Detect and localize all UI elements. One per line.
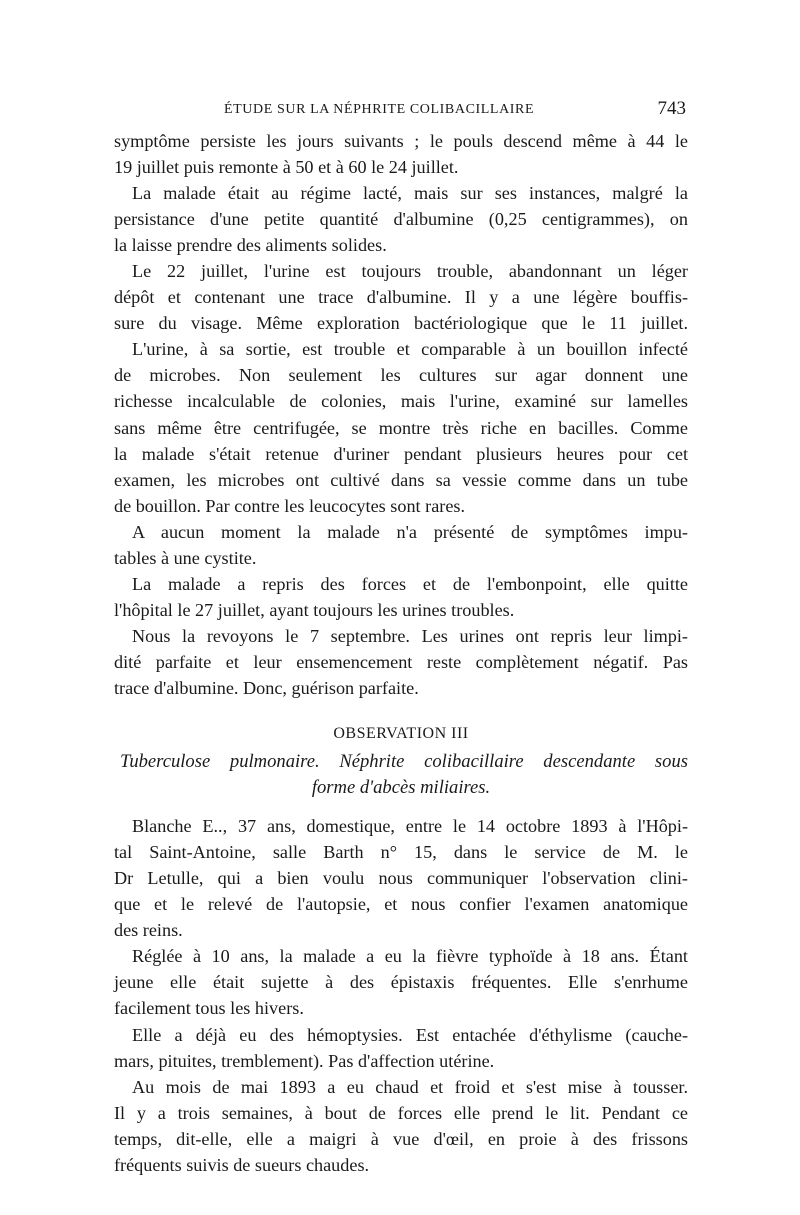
text-line: sure du visage. Même exploration bactériologique que le 11 juillet.	[114, 313, 688, 334]
text-line: Le 22 juillet, l'urine est toujours trouble, abandonnant un léger	[132, 261, 688, 282]
text-line: persistance d'une petite quantité d'albumine (0,25 centigrammes), on	[114, 209, 688, 230]
text-line: tal Saint-Antoine, salle Barth n° 15, dans le service de M. le	[114, 842, 688, 863]
text-line: l'hôpital le 27 juillet, ayant toujours les urines troubles.	[114, 599, 515, 620]
text-line: La malade a repris des forces et de l'embonpoint, elle quitte	[132, 573, 688, 594]
text-line: Elle a déjà eu des hémoptysies. Est entachée d'éthylisme (cauche-	[132, 1024, 688, 1045]
observation-subtitle: Tuberculose pulmonaire. Néphrite colibacillaire descendante sous	[120, 751, 688, 773]
text-line: Nous la revoyons le 7 septembre. Les urines ont repris leur limpi-	[132, 625, 688, 646]
text-line: mars, pituites, tremblement). Pas d'affection utérine.	[114, 1050, 495, 1071]
text-line: de microbes. Non seulement les cultures sur agar donnent une	[114, 365, 688, 386]
text-line: que et le relevé de l'autopsie, et nous confier l'examen anatomique	[114, 894, 688, 915]
text-line: fréquents suivis de sueurs chaudes.	[114, 1154, 370, 1175]
running-title: ÉTUDE SUR LA NÉPHRITE COLIBACILLAIRE	[224, 102, 535, 117]
text-line: des reins.	[114, 920, 183, 941]
text-line: symptôme persiste les jours suivants ; le pouls descend même à 44 le	[114, 131, 688, 151]
text-line: de bouillon. Par contre les leucocytes sont rares.	[114, 495, 466, 516]
text-line: facilement tous les hivers.	[114, 998, 304, 1019]
text-line: sans même être centrifugée, se montre très riche en bacilles. Comme	[114, 417, 688, 438]
text-line: Réglée à 10 ans, la malade a eu la fièvre typhoïde à 18 ans. Étant	[132, 946, 688, 967]
text-line: Dr Letulle, qui a bien voulu nous communiquer l'observation clini-	[114, 868, 688, 889]
text-line: L'urine, à sa sortie, est trouble et comparable à un bouillon infecté	[132, 339, 688, 360]
spacer	[114, 701, 688, 719]
text-line: la laisse prendre des aliments solides.	[114, 235, 387, 256]
text-line: la malade s'était retenue d'uriner pendant plusieurs heures pour cet	[114, 443, 688, 464]
text-line: Au mois de mai 1893 a eu chaud et froid et s'est mise à tousser.	[132, 1076, 688, 1097]
text-line: examen, les microbes ont cultivé dans sa vessie comme dans un tube	[114, 469, 688, 490]
text-line: A aucun moment la malade n'a présenté de symptômes impu-	[132, 521, 688, 542]
text-line: trace d'albumine. Donc, guérison parfaite.	[114, 677, 419, 698]
text-line: 19 juillet puis remonte à 50 et à 60 le 24 juillet.	[114, 157, 459, 178]
text-line: tables à une cystite.	[114, 547, 257, 568]
text-line: dité parfaite et leur ensemencement reste complètement négatif. Pas	[114, 651, 688, 672]
text-line: dépôt et contenant une trace d'albumine. Il y a une légère bouffis-	[114, 287, 688, 308]
running-header	[114, 98, 686, 122]
page-text	[114, 128, 688, 1178]
text-line: temps, dit-elle, elle a maigri à vue d'œil, en proie à des frissons	[114, 1128, 688, 1149]
page-number: 743	[657, 98, 686, 119]
text-line: richesse incalculable de colonies, mais l'urine, examiné sur lamelles	[114, 391, 688, 412]
text-line: Blanche E.., 37 ans, domestique, entre le 14 octobre 1893 à l'Hôpi-	[132, 816, 688, 837]
text-line: Il y a trois semaines, à bout de forces elle prend le lit. Pendant ce	[114, 1102, 688, 1123]
spacer	[114, 801, 688, 813]
observation-subtitle: forme d'abcès miliaires.	[311, 777, 491, 799]
text-line: jeune elle était sujette à des épistaxis fréquentes. Elle s'enrhume	[114, 972, 688, 993]
observation-heading: OBSERVATION III	[333, 725, 469, 743]
text-line: La malade était au régime lacté, mais sur ses instances, malgré la	[132, 183, 688, 204]
